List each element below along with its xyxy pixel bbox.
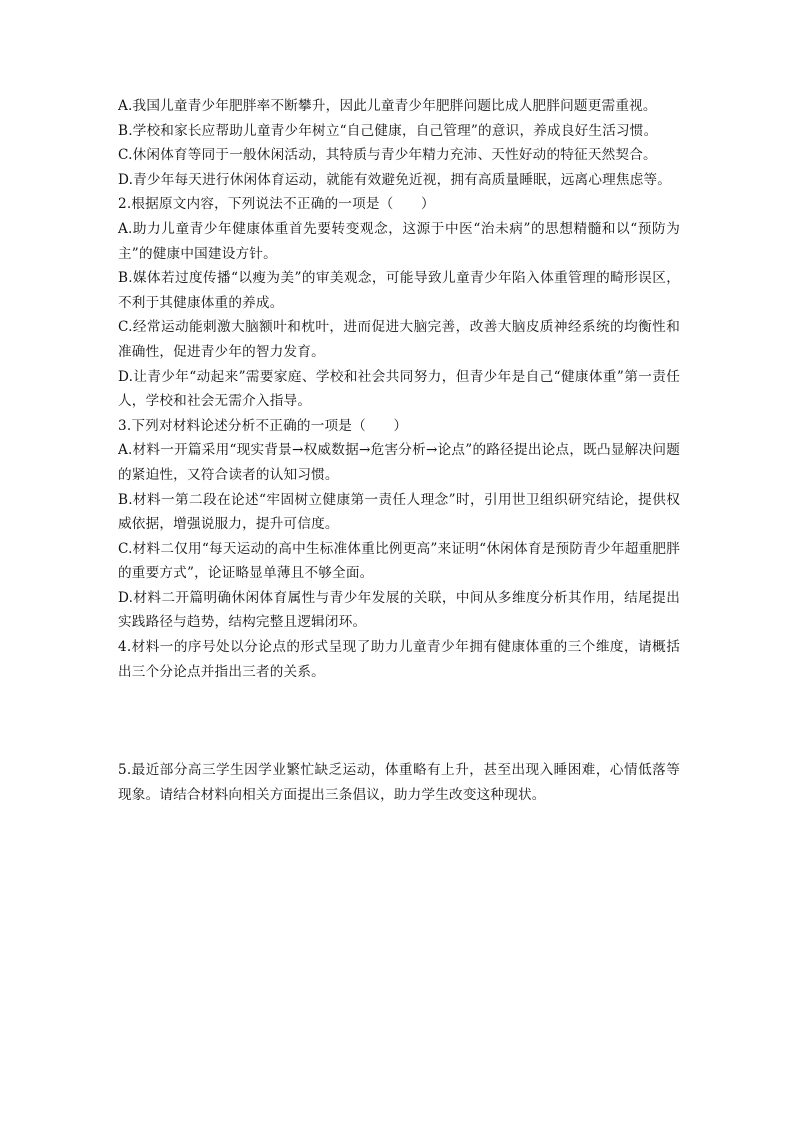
q2-option-c: C.经常运动能刺激大脑额叶和枕叶，进而促进大脑完善，改善大脑皮质神经系统的均衡性和准确性，促进青少年的智力发育。	[118, 319, 680, 360]
q3-stem: 3.下列对材料论述分析不正确的一项是（ ）	[118, 417, 408, 434]
q3-option-c: C.材料二仅用“每天运动的高中生标准体重比例更高”来证明“休闲体育是预防青少年超重肥胖的重要方式”，论证略显单薄且不够全面。	[118, 540, 680, 582]
q1-option-d: D.青少年每天进行休闲体育运动，就能有效避免近视，拥有高质量睡眠，远离心理焦虑等。	[118, 171, 672, 188]
q4-question: 4.材料一的序号处以分论点的形式呈现了助力儿童青少年拥有健康体重的三个维度，请概括出三个分论点并指出三者的关系。	[118, 639, 680, 680]
answer-space	[118, 684, 680, 758]
q3-option-a: A.材料一开篇采用“现实背景→权威数据→危害分析→论点”的路径提出论点，既凸显解决问题的紧迫性，又符合读者的认知习惯。	[118, 442, 680, 483]
q5-question: 5.最近部分高三学生因学业繁忙缺乏运动，体重略有上升，甚至出现入睡困难，心情低落等现象。请结合材料向相关方面提出三条倡议，助力学生改变这种现状。	[118, 762, 680, 803]
q1-option-a: A.我国儿童青少年肥胖率不断攀升，因此儿童青少年肥胖问题比成人肥胖问题更需重视。	[118, 98, 657, 114]
q1-option-c: C.休闲体育等同于一般休闲活动，其特质与青少年精力充沛、天性好动的特征天然契合。	[118, 147, 657, 164]
q3-option-b: B.材料一第二段在论述“牢固树立健康第一责任人理念”时，引用世卫组织研究结论，提供权威依据，增强说服力，提升可信度。	[118, 491, 680, 533]
q2-stem: 2.根据原文内容，下列说法不正确的一项是（ ）	[118, 196, 435, 213]
q2-option-b: B.媒体若过度传播“以瘦为美”的审美观念，可能导致儿童青少年陷入体重管理的畸形误区，不利于其健康体重的养成。	[118, 270, 680, 311]
q2-option-a: A.助力儿童青少年健康体重首先要转变观念，这源于中医“治未病”的思想精髓和以“预防为主”的健康中国建设方针。	[118, 220, 680, 262]
document-body	[118, 94, 680, 807]
q1-option-b: B.学校和家长应帮助儿童青少年树立“自己健康，自己管理”的意识，养成良好生活习惯。	[118, 122, 658, 139]
q3-option-d: D.材料二开篇明确休闲体育属性与青少年发展的关联，中间从多维度分析其作用，结尾提出实践路径与趋势，结构完整且逻辑闭环。	[118, 589, 680, 631]
q2-option-d: D.让青少年“动起来”需要家庭、学校和社会共同努力，但青少年是自己“健康体重”第一责任人，学校和社会无需介入指导。	[118, 368, 680, 410]
